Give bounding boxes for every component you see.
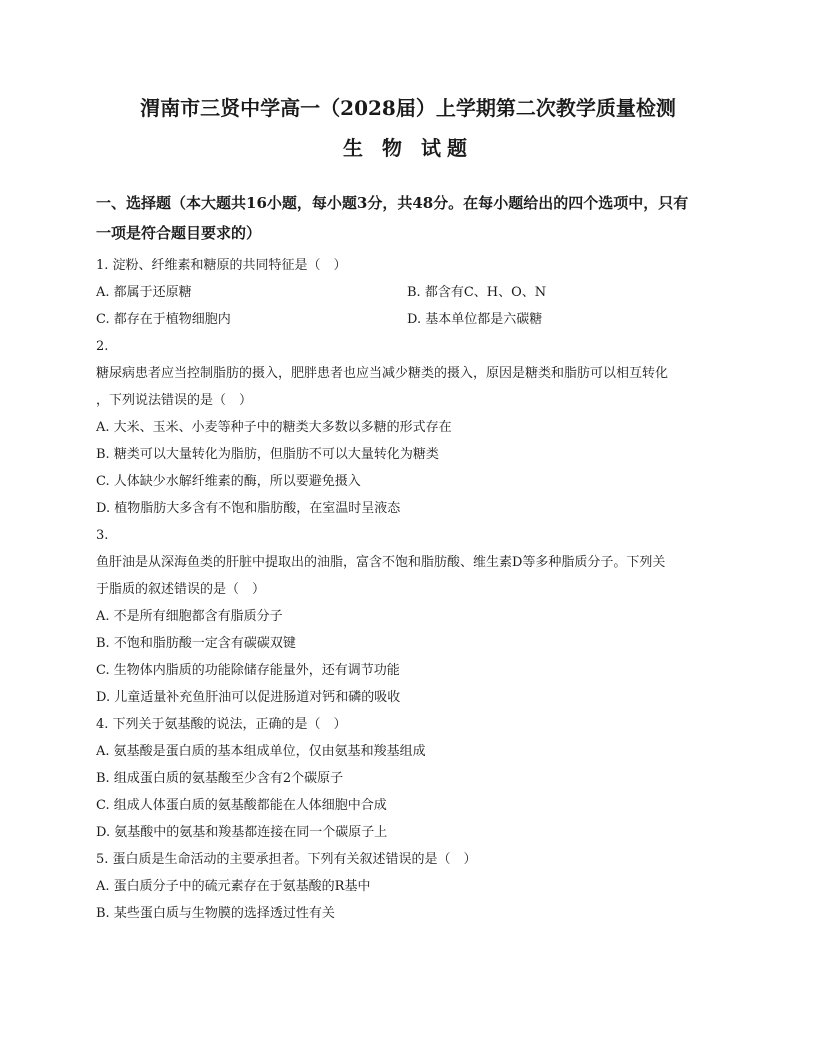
question-2-option-a: A. 大米、玉米、小麦等种子中的糖类大多数以多糖的形式存在 — [96, 420, 452, 435]
question-4-option-a: A. 氨基酸是蛋白质的基本组成单位，仅由氨基和羧基组成 — [96, 744, 426, 759]
question-5-option-a: A. 蛋白质分子中的硫元素存在于氨基酸的R基中 — [96, 879, 371, 894]
question-1-options-row1 — [96, 279, 720, 306]
question-4-option-c: C. 组成人体蛋白质的氨基酸都能在人体细胞中合成 — [96, 798, 387, 813]
question-2-stem-line1: 糖尿病患者应当控制脂肪的摄入，肥胖患者也应当减少糖类的摄入，原因是糖类和脂肪可以相互转化 — [96, 366, 669, 381]
question-1-option-c: C. 都存在于植物细胞内 — [96, 312, 231, 327]
question-1-options-row2 — [96, 306, 720, 333]
question-4-stem: 4. 下列关于氨基酸的说法，正确的是（ ） — [96, 717, 347, 732]
question-2-option-c: C. 人体缺少水解纤维素的酶，所以要避免摄入 — [96, 474, 361, 489]
question-1-option-a: A. 都属于还原糖 — [96, 285, 192, 300]
question-2-number: 2. — [96, 339, 109, 354]
question-2-option-b: B. 糖类可以大量转化为脂肪，但脂肪不可以大量转化为糖类 — [96, 447, 439, 462]
question-5-stem: 5. 蛋白质是生命活动的主要承担者。下列有关叙述错误的是（ ） — [96, 852, 477, 867]
question-4-option-b: B. 组成蛋白质的氨基酸至少含有2个碳原子 — [96, 771, 344, 786]
question-1-option-b: B. 都含有C、H、O、N — [407, 285, 547, 300]
question-4-option-d: D. 氨基酸中的氨基和羧基都连接在同一个碳原子上 — [96, 825, 388, 840]
question-3-stem-line2: 于脂质的叙述错误的是（ ） — [96, 582, 266, 597]
question-2 — [96, 333, 720, 522]
section-heading-line1: 一、选择题（本大题共16小题，每小题3分，共48分。在每小题给出的四个选项中，只有 — [96, 194, 689, 212]
question-3-number: 3. — [96, 528, 109, 543]
question-3-option-a: A. 不是所有细胞都含有脂质分子 — [96, 609, 283, 624]
question-1-stem: 1. 淀粉、纤维素和糖原的共同特征是（ ） — [96, 258, 347, 273]
question-3 — [96, 522, 720, 711]
question-3-option-c: C. 生物体内脂质的功能除储存能量外，还有调节功能 — [96, 663, 400, 678]
section-heading-line2: 一项是符合题目要求的） — [96, 224, 262, 242]
question-3-option-d: D. 儿童适量补充鱼肝油可以促进肠道对钙和磷的吸收 — [96, 690, 401, 705]
question-5 — [96, 846, 720, 927]
question-4 — [96, 711, 720, 846]
question-2-stem-line2: ，下列说法错误的是（ ） — [96, 393, 253, 408]
question-3-option-b: B. 不饱和脂肪酸一定含有碳碳双键 — [96, 636, 296, 651]
question-5-option-b: B. 某些蛋白质与生物膜的选择透过性有关 — [96, 906, 335, 921]
question-3-stem-line1: 鱼肝油是从深海鱼类的肝脏中提取出的油脂，富含不饱和脂肪酸、维生素D等多种脂质分子。下列关 — [96, 555, 666, 570]
exam-title: 渭南市三贤中学高一（2028届）上学期第二次教学质量检测 — [140, 96, 676, 120]
question-1 — [96, 252, 720, 333]
section-heading — [96, 188, 720, 248]
exam-subject: 生 物 试题 — [343, 136, 473, 160]
question-2-option-d: D. 植物脂肪大多含有不饱和脂肪酸，在室温时呈液态 — [96, 501, 401, 516]
question-1-option-d: D. 基本单位都是六碳糖 — [407, 312, 543, 327]
